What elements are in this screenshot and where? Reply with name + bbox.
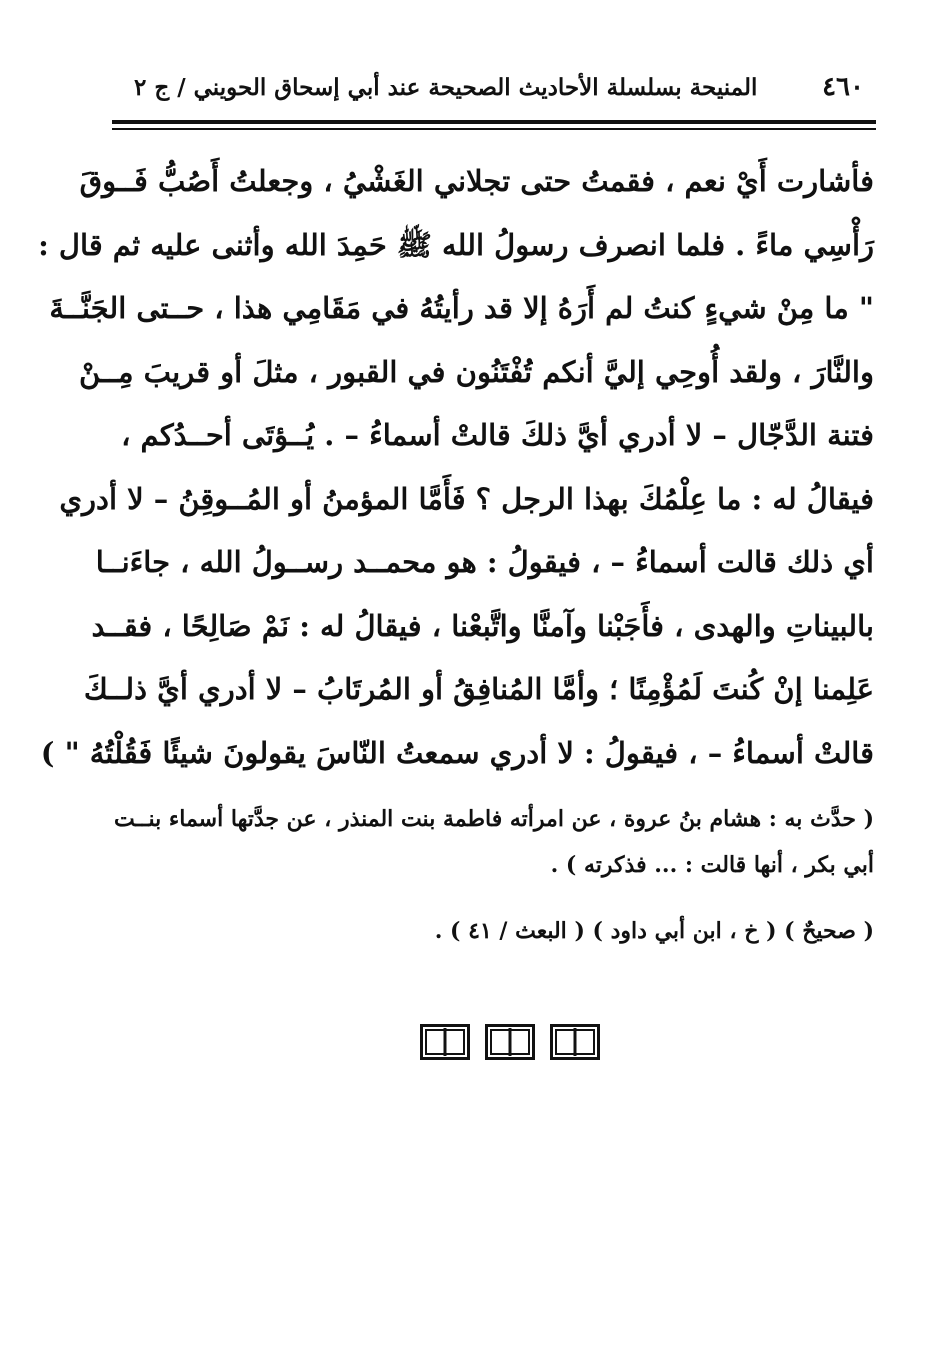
running-title: المنيحة بسلسلة الأحاديث الصحيحة عند أبي إسحاق الحويني / ج ٢ — [134, 74, 758, 101]
hadith-grading: ( صحيحٌ ) ( خ ، ابن أبي داود ) ( البعث / ٤١ ) . — [434, 918, 874, 944]
text-line: فتنة الدَّجّال – لا أدري أيَّ ذلكَ قالتْ أسماءُ – . يُــؤتَى أحــدُكم ، — [121, 418, 874, 452]
hadith-text — [38, 150, 874, 785]
text-line: عَلِمنا إنْ كُنتَ لَمُؤْمِنًا ؛ وأمَّا المُنافِقُ أو المُرتَابُ – لا أدري أيَّ ذلــكَ — [83, 672, 874, 706]
page-number: ٤٦٠ — [822, 72, 864, 102]
chain-of-narration — [114, 796, 874, 888]
running-header — [112, 66, 876, 112]
footnote-line: أبي بكر ، أنها قالت : ... فذكرته ) . — [550, 852, 874, 878]
footnote-line: ( حدَّث به : هشام بنُ عروة ، عن امرأته فاطمة بنت المنذر ، عن جدَّتها أسماء بنــت — [114, 806, 874, 832]
text-line: والنَّارَ ، ولقد أُوحِي إليَّ أنكم تُفْتَنُون في القبور ، مثلَ أو قريبَ مِــنْ — [78, 354, 874, 389]
book-icon — [550, 1024, 600, 1060]
header-rule-thick — [112, 120, 876, 124]
text-line: أي ذلك قالت أسماءُ – ، فيقولُ : هو محمــد رســولُ الله ، جاءَنــا — [95, 545, 874, 579]
text-line: بالبيناتِ والهدى ، فأَجَبْنا وآمنَّا واتَّبعْنا ، فيقالُ له : نَمْ صَالِحًا ، فقــد — [91, 608, 874, 643]
section-separator — [420, 1024, 600, 1064]
text-line: " ما مِنْ شيءٍ كنتُ لم أَرَهُ إلا قد رأيتُهُ في مَقَامِي هذا ، حــتى الجَنَّــةَ — [49, 291, 874, 325]
header-rule-thin — [112, 128, 876, 130]
text-line: فأشارت أَيْ نعم ، فقمتُ حتى تجلاني الغَشْيُ ، وجعلتُ أَصُبُّ فَــوقَ — [79, 164, 874, 198]
book-icon — [420, 1024, 470, 1060]
text-line: فيقالُ له : ما عِلْمُكَ بهذا الرجل ؟ فَأَمَّا المؤمنُ أو المُــوقِنُ – لا أدري — [59, 481, 874, 516]
text-line: رَأْسِي ماءً . فلما انصرف رسولُ الله ﷺ حَمِدَ الله وأثنى عليه ثم قال : — [38, 227, 874, 262]
book-icon — [485, 1024, 535, 1060]
text-line: قالتْ أسماءُ – ، فيقولُ : لا أدري سمعتُ النّاسَ يقولونَ شيئًا فَقُلْتُهُ " ) — [40, 735, 874, 770]
